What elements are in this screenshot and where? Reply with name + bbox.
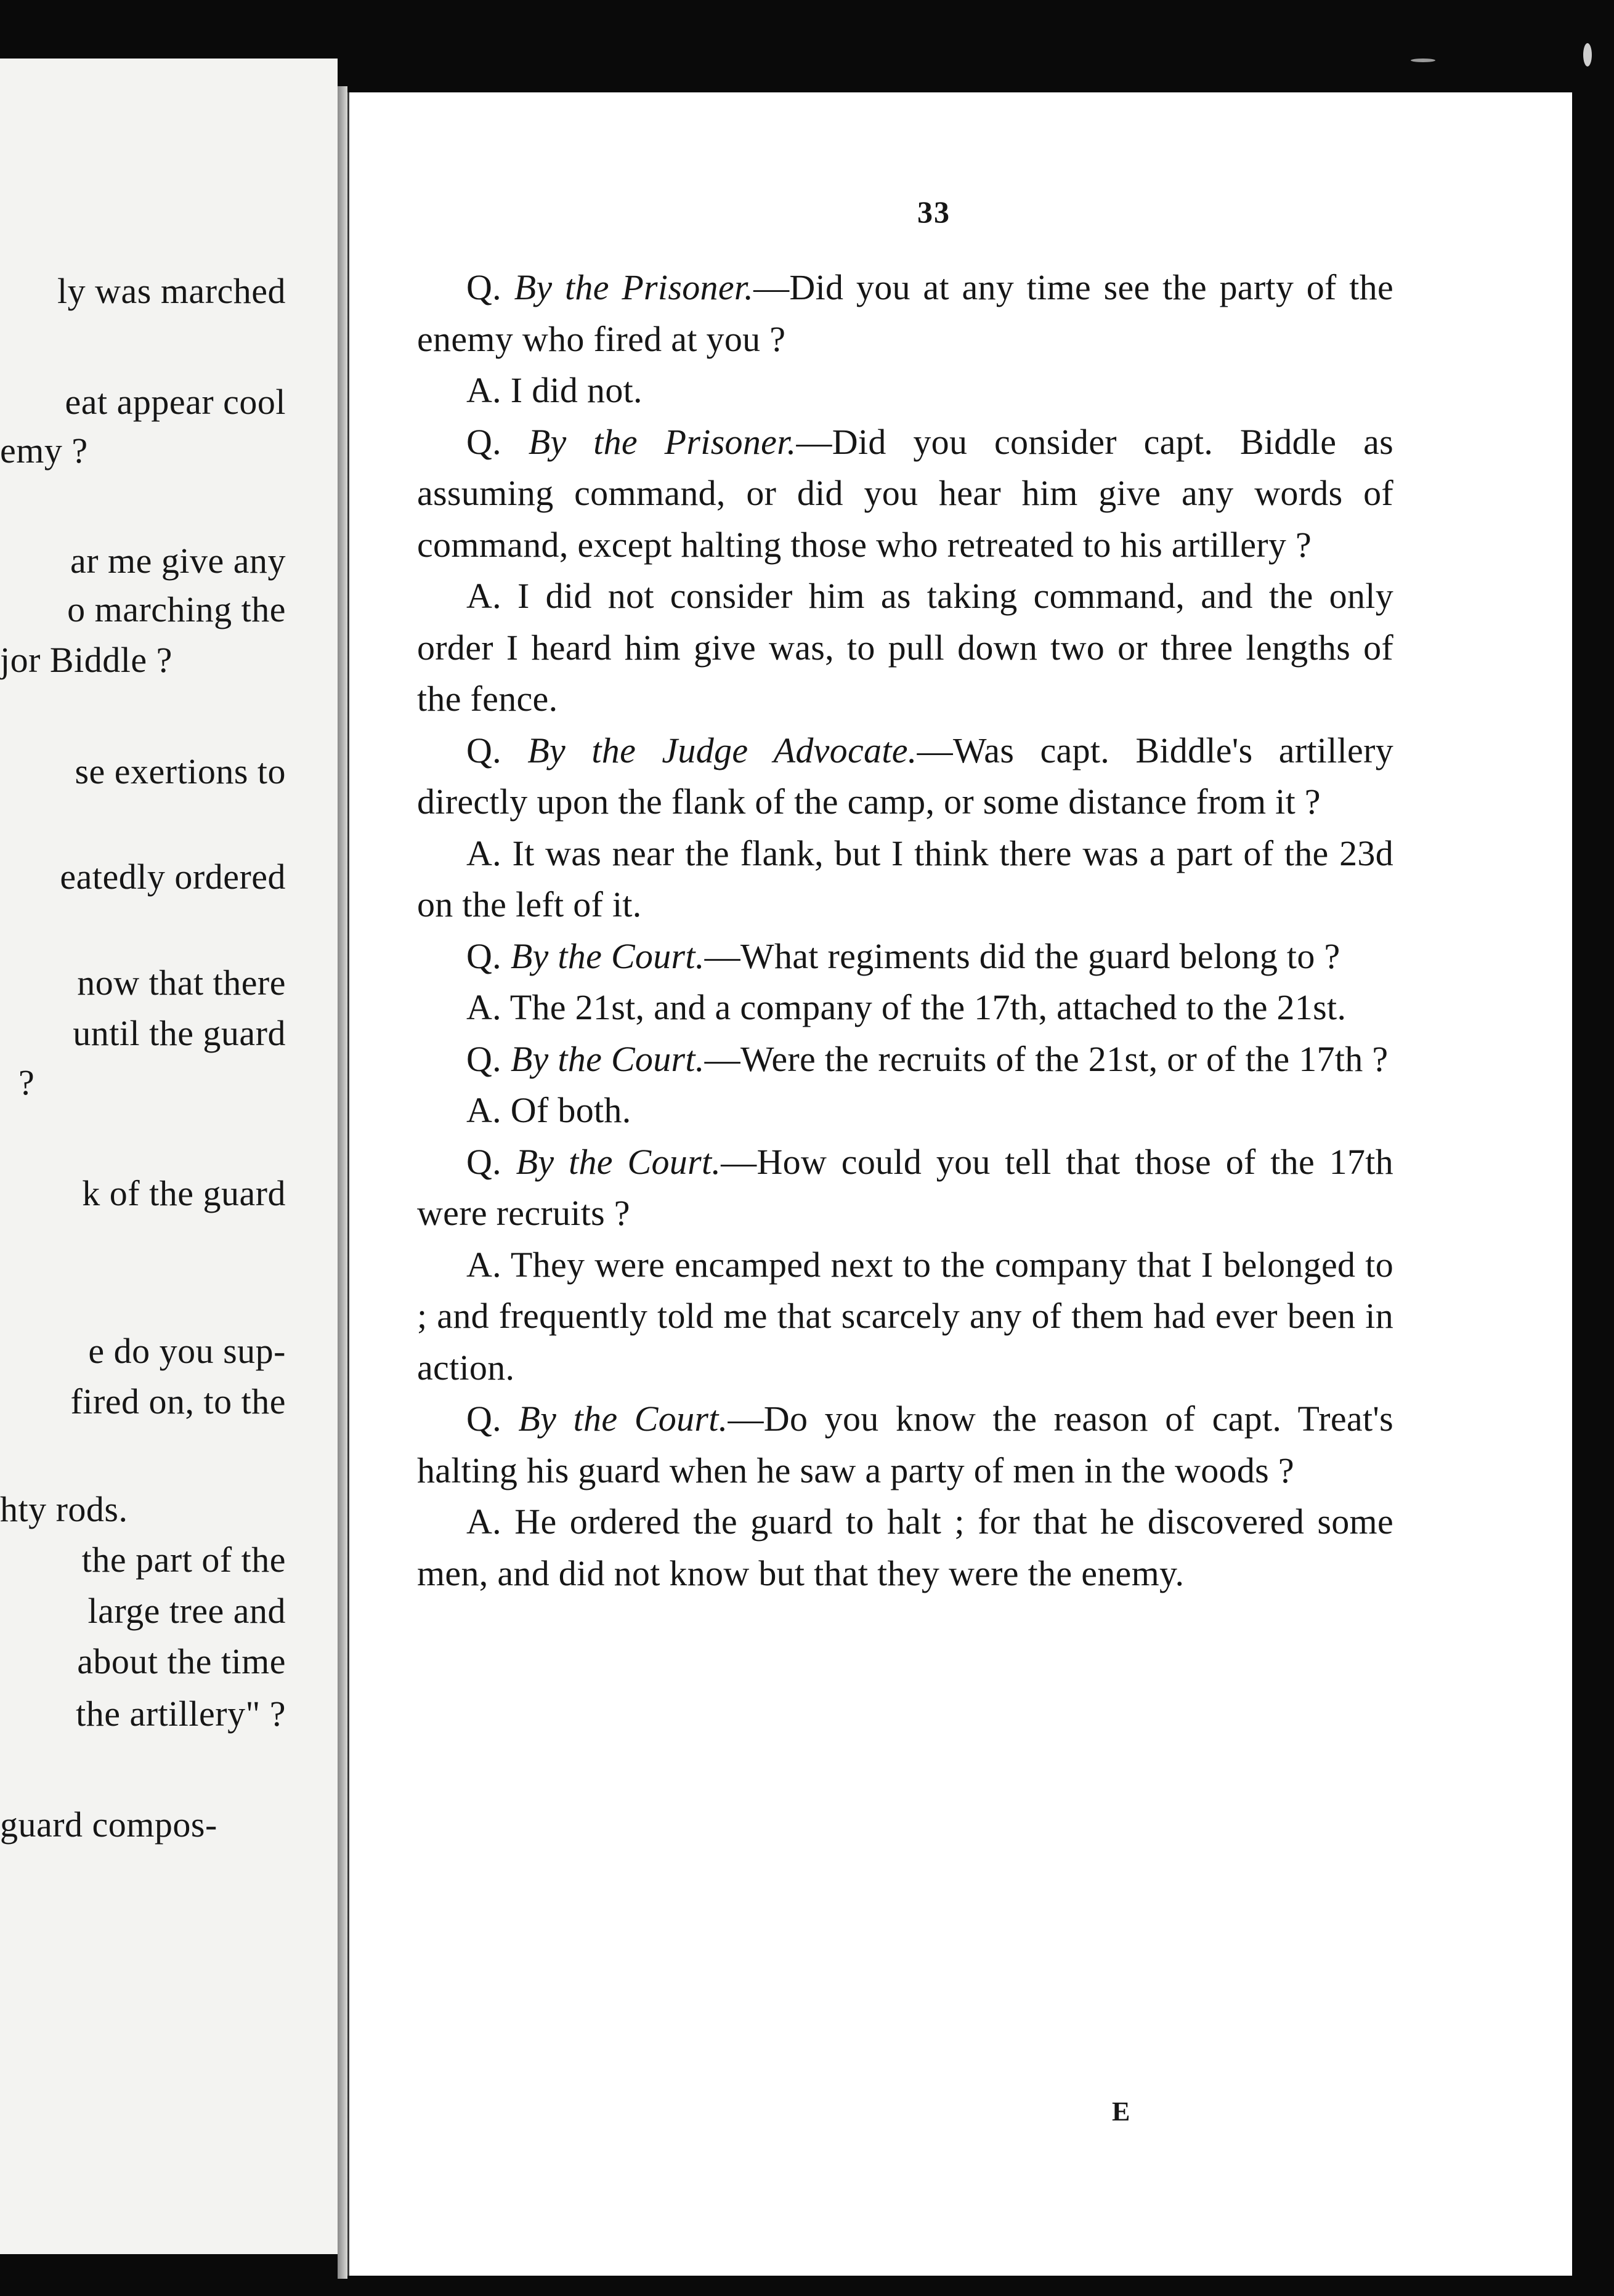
paragraph-q3: [417, 725, 1393, 828]
paragraph-q2: [417, 416, 1393, 571]
paragraph-q7: [417, 1393, 1393, 1496]
left-line: hty rods.: [0, 1489, 128, 1529]
left-line: eat appear cool: [65, 382, 286, 422]
left-line: k of the guard: [82, 1173, 286, 1213]
left-line: ar me give any: [70, 541, 286, 581]
paragraph-text: —How could you tell that those of the 17th were recruits ?: [417, 1141, 1393, 1233]
questioner: By the Court.: [518, 1399, 728, 1439]
paragraph-text: —Did you consider capt. Biddle as assuming command, or did you hear him give any words of command, except halting those who retreated to his artillery ?: [417, 421, 1393, 565]
paragraph-a4: [417, 982, 1393, 1033]
left-line: se exertions to: [75, 751, 286, 791]
speaker-label: Q.: [466, 267, 501, 307]
questioner: By the Court.: [510, 936, 705, 976]
questioner: By the Court.: [516, 1141, 721, 1182]
speaker-label: Q.: [466, 421, 501, 462]
paragraph-a1: [417, 365, 1393, 416]
signature-mark: E: [1112, 2096, 1130, 2127]
paragraph-text: —Were the recruits of the 21st, or of the 17th ?: [704, 1038, 1389, 1079]
questioner: By the Judge Advocate.: [527, 730, 917, 770]
speaker-label: A.: [466, 370, 501, 410]
scan-speck: [1411, 59, 1435, 62]
left-line: fired on, to the: [70, 1381, 286, 1421]
speaker-label: A.: [466, 1244, 501, 1285]
paragraph-text: —Did you at any time see the party of the enemy who fired at you ?: [417, 267, 1394, 359]
speaker-label: A.: [466, 987, 501, 1027]
paragraph-text: —Was capt. Biddle's artillery directly upon the flank of the camp, or some distance from it ?: [417, 730, 1394, 822]
scan-speck: [1583, 43, 1592, 67]
left-line: o marching the: [67, 589, 286, 629]
left-line: until the guard: [73, 1013, 286, 1053]
left-line: e do you sup-: [88, 1331, 286, 1371]
paragraph-a6: [417, 1239, 1393, 1394]
paragraph-a7: [417, 1496, 1393, 1599]
left-page-fragment: [0, 59, 338, 2254]
paragraph-text: He ordered the guard to halt ; for that he discovered some men, and did not know but that they were the enemy.: [417, 1502, 1393, 1593]
questioner: By the Court.: [510, 1038, 705, 1079]
page-body: [417, 262, 1393, 1599]
paragraph-q4: [417, 931, 1393, 982]
left-line: eatedly ordered: [60, 857, 286, 897]
page-number: 33: [917, 195, 951, 229]
left-line: emy ?: [0, 430, 88, 471]
speaker-label: Q.: [466, 1038, 501, 1079]
speaker-label: A.: [466, 576, 501, 616]
left-line: large tree and: [87, 1591, 286, 1631]
speaker-label: Q.: [466, 1141, 501, 1182]
paragraph-text: It was near the flank, but I think there was a part of the 23d on the left of it.: [417, 833, 1393, 924]
left-line: guard compos-: [0, 1805, 217, 1845]
left-line: now that there: [77, 963, 286, 1003]
paragraph-q5: [417, 1033, 1393, 1085]
speaker-label: Q.: [466, 730, 501, 770]
left-line: ly was marched: [57, 271, 286, 311]
paragraph-q6: [417, 1136, 1393, 1239]
paragraph-text: I did not.: [501, 370, 643, 410]
left-line: jor Biddle ?: [0, 640, 172, 680]
paragraph-text: —Do you know the reason of capt. Treat's halting his guard when he saw a party of men in the woods ?: [417, 1399, 1393, 1490]
questioner: By the Prisoner.: [514, 267, 754, 307]
speaker-label: A.: [466, 1090, 501, 1130]
page-gutter: [338, 86, 347, 2279]
speaker-label: A.: [466, 833, 501, 873]
paragraph-text: I did not consider him as taking command, and the only order I heard him give was, to pull down two or three lengths of the fence.: [417, 576, 1393, 719]
questioner: By the Prisoner.: [528, 421, 797, 462]
paragraph-text: The 21st, and a company of the 17th, attached to the 21st.: [501, 987, 1347, 1027]
speaker-label: Q.: [466, 936, 501, 976]
paragraph-text: Of both.: [501, 1090, 631, 1130]
paragraph-a5: [417, 1085, 1393, 1136]
left-line: about the time: [77, 1641, 286, 1681]
paragraph-text: They were encamped next to the company that I belonged to ; and frequently told me that scarcely any of them had ever been in action.: [417, 1244, 1393, 1388]
speaker-label: A.: [466, 1502, 501, 1542]
paragraph-q1: [417, 262, 1393, 365]
left-line: the artillery" ?: [76, 1694, 286, 1734]
left-line: the part of the: [81, 1540, 286, 1580]
paragraph-a3: [417, 828, 1393, 931]
paragraph-a2: [417, 570, 1393, 725]
paragraph-text: —What regiments did the guard belong to ?: [704, 936, 1340, 976]
right-page: [347, 92, 1572, 2276]
left-line: ?: [18, 1062, 35, 1102]
speaker-label: Q.: [466, 1399, 501, 1439]
